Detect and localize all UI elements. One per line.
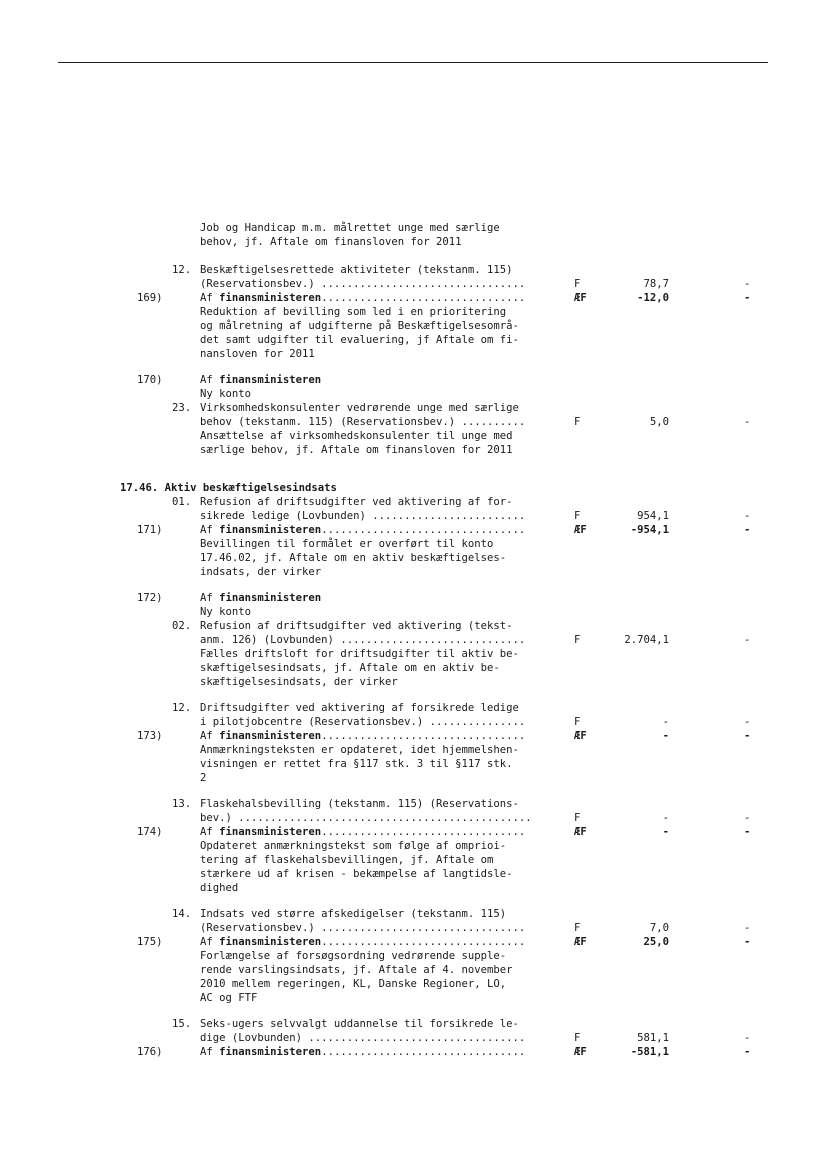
- ledger-line: [0, 661, 827, 675]
- line-text: [200, 867, 513, 881]
- amount-second-column: -: [744, 524, 751, 536]
- line-text-lead: og målretning af udgifterne på Beskæftigelsesområ-: [200, 320, 519, 332]
- line-text: [200, 235, 462, 249]
- amount-value: 7,0: [649, 922, 669, 934]
- line-text: [200, 305, 506, 319]
- amount-second-column: -: [744, 826, 751, 838]
- ledger-line: [0, 811, 827, 825]
- ledger-line: [0, 1031, 827, 1045]
- line-text: [200, 675, 398, 689]
- ledger-line: [0, 935, 827, 949]
- line-text: [200, 647, 519, 661]
- ledger-line: [0, 401, 827, 415]
- amount-code: F: [574, 1032, 581, 1044]
- line-text: [200, 277, 525, 291]
- line-text: [200, 221, 500, 235]
- ledger-line: [0, 1045, 827, 1059]
- amount-value: -: [662, 826, 669, 838]
- amount-second-column: -: [744, 922, 751, 934]
- ledger-line: [0, 387, 827, 401]
- amount-second-column: -: [744, 1032, 751, 1044]
- amount-value: -: [662, 730, 669, 742]
- amount-code: F: [574, 416, 581, 428]
- ledger-line: [0, 825, 827, 839]
- amount-value: 2.704,1: [624, 634, 669, 646]
- line-text: [200, 605, 251, 619]
- ministry-name: finansministeren: [219, 524, 322, 536]
- ledger-line: [0, 881, 827, 895]
- leader-dots: ................................: [321, 730, 526, 742]
- line-text-lead: rende varslingsindsats, jf. Aftale af 4. november: [200, 964, 513, 976]
- amount-second-column: -: [744, 510, 751, 522]
- line-text-lead: Forlængelse af forsøgsordning vedrørende supple-: [200, 950, 507, 962]
- line-text-lead: Beskæftigelsesrettede aktiviteter (tekstanm. 115): [200, 264, 513, 276]
- line-text-lead: Driftsudgifter ved aktivering af forsikrede ledige: [200, 702, 519, 714]
- subaccount-number: 12.: [172, 702, 192, 714]
- ledger-line: [0, 647, 827, 661]
- line-text: [200, 537, 493, 551]
- line-text-lead: særlige behov, jf. Aftale om finansloven for 2011: [200, 444, 513, 456]
- line-text-lead: sikrede ledige (Lovbunden) ........................: [200, 510, 526, 522]
- line-text-lead: Anmærkningsteksten er opdateret, idet hjemmelshen-: [200, 744, 519, 756]
- footnote-ref: 172): [137, 592, 163, 604]
- amount-second-column: -: [744, 292, 751, 304]
- footnote-ref: 173): [137, 730, 163, 742]
- line-text: [200, 757, 513, 771]
- line-text-lead: Virksomhedskonsulenter vedrørende unge med særlige: [200, 402, 519, 414]
- line-text: [200, 935, 525, 949]
- line-text: [200, 715, 525, 729]
- line-text-lead: i pilotjobcentre (Reservationsbev.) ...............: [200, 716, 526, 728]
- line-text: [200, 347, 315, 361]
- amount-value: 581,1: [637, 1032, 669, 1044]
- ledger-line: [0, 591, 827, 605]
- line-text-lead: Seks-ugers selvvalgt uddannelse til forsikrede le-: [200, 1018, 519, 1030]
- line-text-lead: Opdateret anmærkningstekst som følge af omprioi-: [200, 840, 507, 852]
- line-text-lead: Af: [200, 936, 220, 948]
- ledger-line: [0, 605, 827, 619]
- amount-second-column: -: [744, 730, 751, 742]
- line-text-lead: Af: [200, 524, 220, 536]
- line-text-lead: anm. 126) (Lovbunden) .............................: [200, 634, 526, 646]
- amount-value: -581,1: [630, 1046, 669, 1058]
- ministry-name: finansministeren: [219, 826, 322, 838]
- ministry-name: finansministeren: [219, 374, 322, 386]
- line-text: [200, 853, 493, 867]
- line-text: [200, 373, 321, 387]
- ledger-line: [0, 443, 827, 457]
- line-text-lead: Refusion af driftsudgifter ved aktivering (tekst-: [200, 620, 513, 632]
- leader-dots: ................................: [321, 292, 526, 304]
- subaccount-number: 13.: [172, 798, 192, 810]
- line-text-lead: skæftigelsesindsats, der virker: [200, 676, 398, 688]
- amount-code: ÆF: [574, 292, 587, 304]
- footnote-ref: 175): [137, 936, 163, 948]
- line-text-lead: dige (Lovbunden) ..................................: [200, 1032, 526, 1044]
- line-text: [200, 565, 321, 579]
- amount-value: 954,1: [637, 510, 669, 522]
- amount-code: ÆF: [574, 524, 587, 536]
- amount-code: ÆF: [574, 936, 587, 948]
- line-text-lead: AC og FTF: [200, 992, 258, 1004]
- line-text-lead: 2010 mellem regeringen, KL, Danske Regioner, LO,: [200, 978, 507, 990]
- amount-second-column: -: [744, 1046, 751, 1058]
- ledger-line: [0, 495, 827, 509]
- line-text: [200, 401, 519, 415]
- line-text: [200, 949, 506, 963]
- ledger-line: [0, 963, 827, 977]
- leader-dots: ................................: [321, 524, 526, 536]
- amount-value: -12,0: [637, 292, 669, 304]
- line-text-lead: Ny konto: [200, 606, 252, 618]
- line-text-lead: Fælles driftsloft for driftsudgifter til aktiv be-: [200, 648, 519, 660]
- line-text: [200, 907, 506, 921]
- ministry-name: finansministeren: [219, 936, 322, 948]
- ledger-line: [0, 305, 827, 319]
- amount-code: F: [574, 634, 581, 646]
- ledger-line: [0, 221, 827, 235]
- line-text-lead: Af: [200, 1046, 220, 1058]
- ledger-line: [0, 523, 827, 537]
- top-rule: [58, 62, 768, 63]
- line-text: [200, 921, 525, 935]
- line-text: [200, 291, 525, 305]
- subaccount-number: 14.: [172, 908, 192, 920]
- amount-second-column: -: [744, 812, 751, 824]
- line-text: [200, 839, 506, 853]
- ledger-line: [0, 509, 827, 523]
- line-text: [200, 415, 525, 429]
- ledger-line: [0, 347, 827, 361]
- line-text-lead: 17.46.02, jf. Aftale om en aktiv beskæftigelses-: [200, 552, 507, 564]
- line-text: [200, 443, 513, 457]
- amount-second-column: -: [744, 278, 751, 290]
- line-text-lead: Ansættelse af virksomhedskonsulenter til unge med: [200, 430, 513, 442]
- line-text: [200, 991, 257, 1005]
- line-text-lead: Refusion af driftsudgifter ved aktivering af for-: [200, 496, 513, 508]
- line-text-lead: dighed: [200, 882, 239, 894]
- ledger-line: [0, 319, 827, 333]
- line-text-lead: tering af flaskehalsbevillingen, jf. Aftale om: [200, 854, 494, 866]
- amount-code: ÆF: [574, 730, 587, 742]
- line-text: [200, 881, 238, 895]
- ledger-line: [0, 429, 827, 443]
- amount-code: F: [574, 716, 581, 728]
- section-heading-row: [0, 481, 827, 495]
- footnote-ref: 176): [137, 1046, 163, 1058]
- line-text-lead: behov, jf. Aftale om finansloven for 2011: [200, 236, 462, 248]
- footnote-ref: 169): [137, 292, 163, 304]
- amount-value: -954,1: [630, 524, 669, 536]
- amount-second-column: -: [744, 416, 751, 428]
- ledger-line: [0, 949, 827, 963]
- line-text-lead: nansloven for 2011: [200, 348, 315, 360]
- footnote-ref: 174): [137, 826, 163, 838]
- ledger-line: [0, 991, 827, 1005]
- ledger-line: [0, 757, 827, 771]
- ledger-line: [0, 715, 827, 729]
- line-text: [200, 771, 206, 785]
- line-text-lead: Ny konto: [200, 388, 252, 400]
- line-text-lead: indsats, der virker: [200, 566, 322, 578]
- ministry-name: finansministeren: [219, 292, 322, 304]
- line-text: [200, 263, 513, 277]
- line-text: [200, 509, 525, 523]
- ledger-line: [0, 977, 827, 991]
- line-text-lead: visningen er rettet fra §117 stk. 3 til §117 stk.: [200, 758, 513, 770]
- ledger-line: [0, 1017, 827, 1031]
- line-text-lead: Bevillingen til formålet er overført til konto: [200, 538, 494, 550]
- section-heading: 17.46. Aktiv beskæftigelsesindsats: [120, 482, 337, 494]
- line-text: [200, 977, 506, 991]
- line-text: [200, 633, 525, 647]
- amount-value: 25,0: [643, 936, 669, 948]
- line-text-lead: Reduktion af bevilling som led i en prioritering: [200, 306, 507, 318]
- line-text-lead: Af: [200, 592, 220, 604]
- ledger-line: [0, 839, 827, 853]
- line-text: [200, 743, 519, 757]
- ledger-line: [0, 743, 827, 757]
- amount-code: ÆF: [574, 1046, 587, 1058]
- line-text: [200, 825, 525, 839]
- line-text: [200, 963, 513, 977]
- ledger-line: [0, 907, 827, 921]
- amount-value: -: [662, 716, 669, 728]
- amount-second-column: -: [744, 716, 751, 728]
- line-text: [200, 1045, 525, 1059]
- subaccount-number: 02.: [172, 620, 192, 632]
- amount-code: F: [574, 278, 581, 290]
- line-text: [200, 523, 525, 537]
- line-text-lead: bev.) ..............................................: [200, 812, 532, 824]
- line-text-lead: (Reservationsbev.) ................................: [200, 922, 526, 934]
- ministry-name: finansministeren: [219, 730, 322, 742]
- line-text: [200, 333, 519, 347]
- line-text: [200, 619, 513, 633]
- subaccount-number: 23.: [172, 402, 192, 414]
- amount-code: ÆF: [574, 826, 587, 838]
- line-text-lead: Flaskehalsbevilling (tekstanm. 115) (Reservations-: [200, 798, 519, 810]
- amount-code: F: [574, 812, 581, 824]
- ledger-line: [0, 565, 827, 579]
- line-text-lead: (Reservationsbev.) ................................: [200, 278, 526, 290]
- amount-code: F: [574, 922, 581, 934]
- amount-value: 5,0: [649, 416, 669, 428]
- line-text-lead: Af: [200, 730, 220, 742]
- line-text-lead: det samt udgifter til evaluering, jf Aftale om fi-: [200, 334, 519, 346]
- line-text-lead: Job og Handicap m.m. målrettet unge med særlige: [200, 222, 500, 234]
- subaccount-number: 12.: [172, 264, 192, 276]
- ledger-line: [0, 729, 827, 743]
- line-text: [200, 387, 251, 401]
- line-text: [200, 319, 519, 333]
- ledger-line: [0, 921, 827, 935]
- line-text-lead: stærkere ud af krisen - bekæmpelse af langtidsle-: [200, 868, 513, 880]
- line-text: [200, 797, 519, 811]
- ledger-line: [0, 235, 827, 249]
- amount-second-column: -: [744, 634, 751, 646]
- footnote-ref: 171): [137, 524, 163, 536]
- line-text: [200, 1031, 525, 1045]
- line-text: [200, 429, 513, 443]
- ledger-line: [0, 797, 827, 811]
- ledger-line: [0, 771, 827, 785]
- ledger-line: [0, 537, 827, 551]
- amount-value: 78,7: [643, 278, 669, 290]
- ledger-line: [0, 263, 827, 277]
- line-text-lead: skæftigelsesindsats, jf. Aftale om en aktiv be-: [200, 662, 500, 674]
- amount-second-column: -: [744, 936, 751, 948]
- ledger-line: [0, 373, 827, 387]
- subaccount-number: 01.: [172, 496, 192, 508]
- line-text-lead: 2: [200, 772, 207, 784]
- ledger-line: [0, 853, 827, 867]
- amount-code: F: [574, 510, 581, 522]
- line-text-lead: behov (tekstanm. 115) (Reservationsbev.) ..........: [200, 416, 526, 428]
- line-text: [200, 729, 525, 743]
- ledger-line: [0, 333, 827, 347]
- ledger-line: [0, 633, 827, 647]
- leader-dots: ................................: [321, 826, 526, 838]
- ledger-line: [0, 867, 827, 881]
- amount-value: -: [662, 812, 669, 824]
- line-text: [200, 495, 513, 509]
- ledger-line: [0, 291, 827, 305]
- line-text: [200, 1017, 519, 1031]
- ministry-name: finansministeren: [219, 592, 322, 604]
- subaccount-number: 15.: [172, 1018, 192, 1030]
- line-text-lead: Af: [200, 826, 220, 838]
- footnote-ref: 170): [137, 374, 163, 386]
- leader-dots: ................................: [321, 936, 526, 948]
- ledger-line: [0, 551, 827, 565]
- line-text: [200, 811, 532, 825]
- ledger-line: [0, 277, 827, 291]
- ledger-line: [0, 701, 827, 715]
- line-text: [200, 701, 519, 715]
- line-text: [200, 551, 506, 565]
- ledger-line: [0, 415, 827, 429]
- ledger-line: [0, 675, 827, 689]
- line-text-lead: Af: [200, 374, 220, 386]
- ledger-line: [0, 619, 827, 633]
- leader-dots: ................................: [321, 1046, 526, 1058]
- ministry-name: finansministeren: [219, 1046, 322, 1058]
- line-text-lead: Af: [200, 292, 220, 304]
- line-text: [200, 661, 500, 675]
- line-text-lead: Indsats ved større afskedigelser (tekstanm. 115): [200, 908, 507, 920]
- line-text: [200, 591, 321, 605]
